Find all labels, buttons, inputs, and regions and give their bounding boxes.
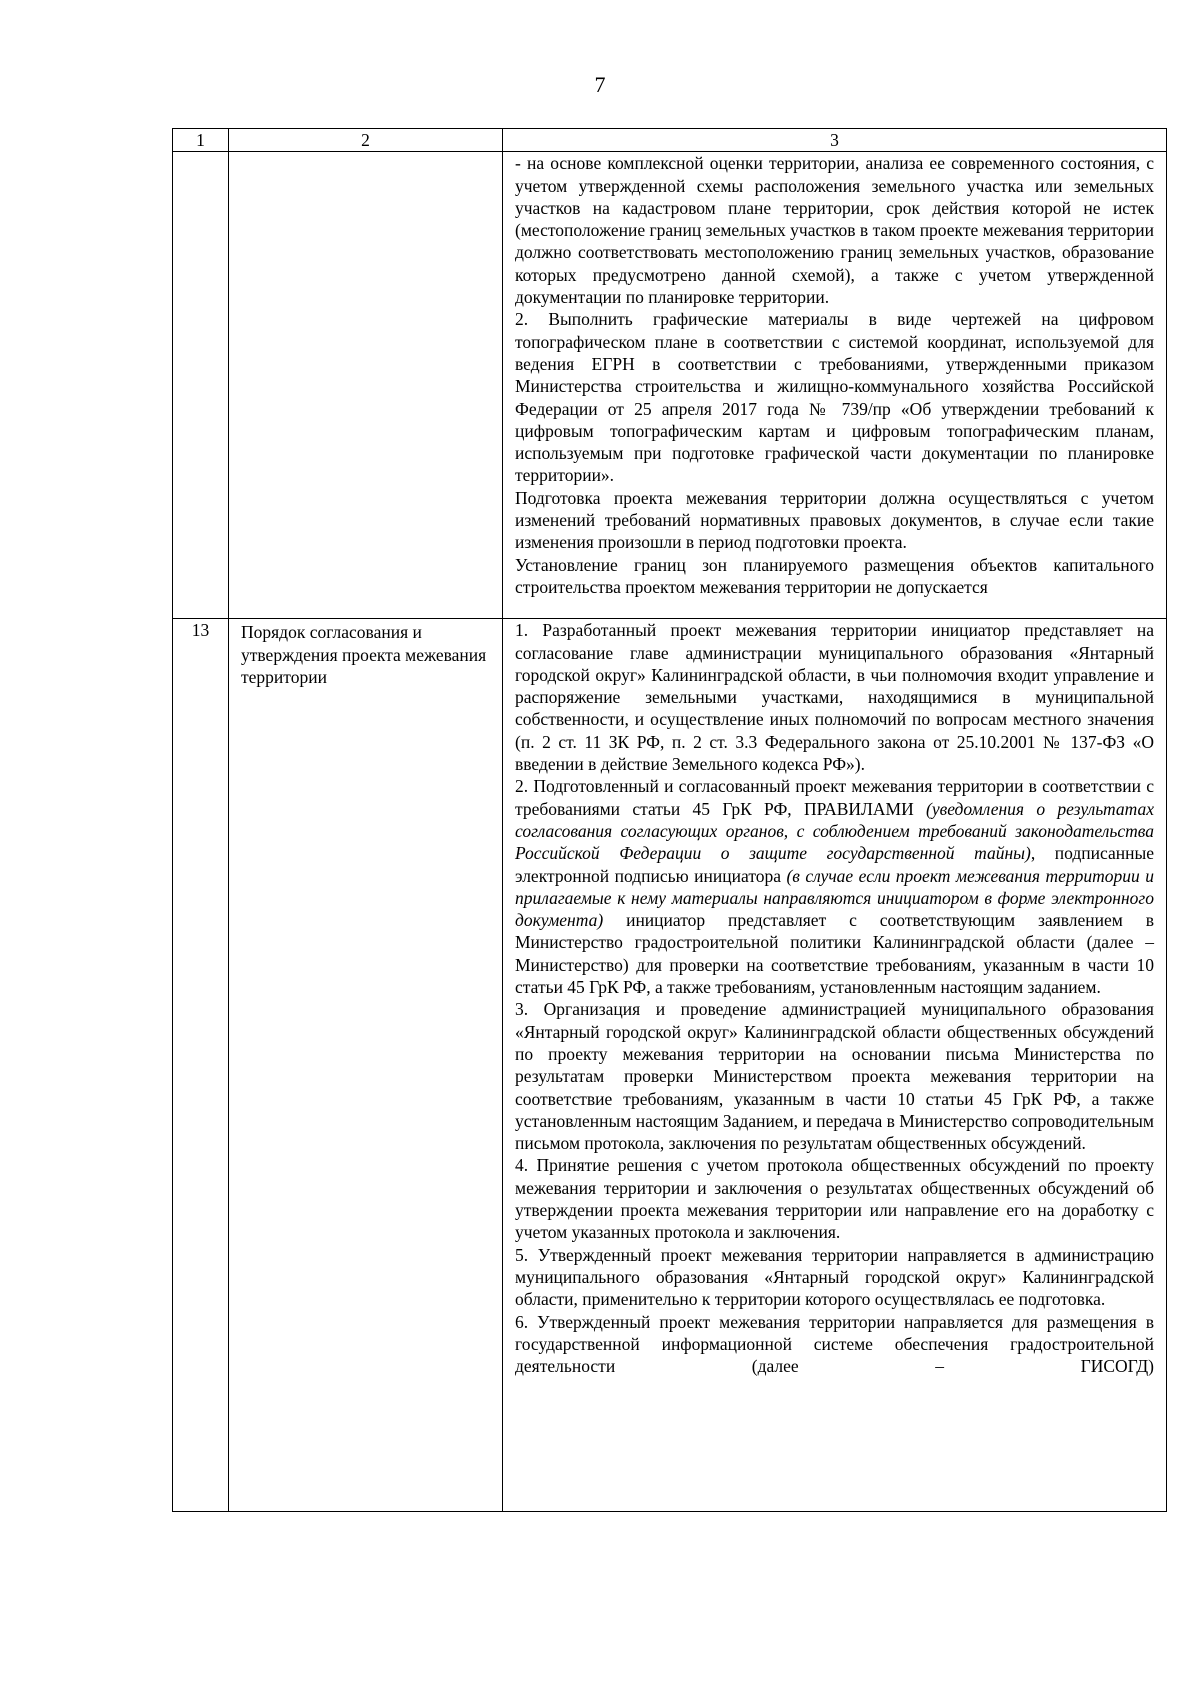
paragraph: - на основе комплексной оценки территории, анализа ее современного состояния, с учетом утвержденной схемы расположения земельного участка или земельных участков на кадастровом плане территории, срок действия которой не истек (местоположение границ земельных участков в таком проекте межевания территории должно соответствовать местоположению границ земельных участков, образование которых предусмотрено данной схемой), а также с учетом утвержденной документации по планировке территории.	[515, 153, 1154, 308]
paragraph: 2. Выполнить графические материалы в виде чертежей на цифровом топографическом плане в соответствии с системой координат, используемой для ведения ЕГРН в соответствии с требованиями, утвержденными приказом Министерства строительства и жилищно-коммунального хозяйства Российской Федерации от 25 апреля 2017 года № 739/пр «Об утверждении требований к цифровым топографическим картам и цифровым топографическим планам, используемым при подготовке графической части документации по планировке территории».	[515, 309, 1154, 486]
row-number: 13	[173, 619, 229, 1512]
paragraph-1: 1. Разработанный проект межевания территории инициатор представляет на согласование главе администрации муниципального образования «Янтарный городской округ» Калининградской области, в чьи полномочия входит управление и распоряжение земельными участками, находящимися в муниципальной собственности, и осуществление иных полномочий по вопросам местного значения (п. 2 ст. 11 ЗК РФ, п. 2 ст. 3.3 Федерального закона от 25.10.2001 № 137-ФЗ «О введении в действие Земельного кодекса РФ»).	[515, 620, 1154, 775]
row-content-cell	[503, 619, 1167, 1512]
paragraph-3: 3. Организация и проведение администрацией муниципального образования «Янтарный городской округ» Калининградской области общественных обсуждений по проекту межевания территории на основании письма Министерства по результатам проверки Министерством проекта межевания территории на соответствие требованиям, указанным в части 10 статьи 45 ГрК РФ, а также установленным настоящим Заданием, и передача в Министерство сопроводительным письмом протокола, заключения по результатам общественных обсуждений.	[515, 999, 1154, 1154]
row-label-cell	[229, 152, 503, 619]
row-content-cell	[503, 152, 1167, 619]
paragraph-6: 6. Утвержденный проект межевания территории направляется для размещения в государственной информационной системе обеспечения градостроительной деятельности (далее – ГИСОГД)	[515, 1311, 1154, 1377]
paragraph-5: 5. Утвержденный проект межевания территории направляется в администрацию муниципального образования «Янтарный городской округ» Калининградской области, применительно к территории которого осуществлялась ее подготовка.	[515, 1244, 1154, 1310]
requirements-table	[172, 128, 1167, 1512]
paragraph-2-italic-note-1: (уведомления о результатах согласования согласующих органов, с соблюдением требований законодательства Российской Федерации о защите государственной тайны)	[515, 798, 1154, 864]
paragraph-2-italic-note-2: (в случае если проект межевания территории и прилагаемые к нему материалы направляются инициатором в форме электронного документа)	[515, 865, 1154, 931]
table-row-13	[173, 619, 1167, 1512]
paragraph-4: 4. Принятие решения с учетом протокола общественных обсуждений по проекту межевания территории и заключения о результатах общественных обсуждений об утверждении проекта межевания территории или направление его на доработку с учетом указанных протокола и заключения.	[515, 1155, 1154, 1243]
paragraph-2-text-c: , подписанные электронной подписью инициатора	[515, 843, 1155, 886]
column-header-2: 2	[229, 129, 503, 152]
page-number: 7	[594, 72, 606, 97]
column-header-1: 1	[173, 129, 229, 152]
paragraph: Установление границ зон планируемого размещения объектов капитального строительства проектом межевания территории не допускается	[515, 554, 1154, 597]
row-number-cell	[173, 152, 229, 619]
paragraph: Подготовка проекта межевания территории должна осуществляться с учетом изменений требований нормативных правовых документов, в случае если такие изменения произошли в период подготовки проекта.	[515, 487, 1154, 553]
paragraph-2-text-e: инициатор представляет с соответствующим заявлением в Министерство градостроительной политики Калининградской области (далее – Министерство) для проверки на соответствие требованиям, указанным в части 10 статьи 45 ГрК РФ, а также требованиям, установленным настоящим заданием.	[515, 910, 1154, 998]
row-label: Порядок согласования и утверждения проекта межевания территории	[229, 619, 503, 1512]
paragraph-2	[515, 775, 1154, 998]
table-header-row	[173, 129, 1167, 152]
paragraph-2-text-a: 2. Подготовленный и согласованный проект межевания территории в соответствии с требованиями статьи 45 ГрК РФ, ПРАВИЛАМИ	[515, 776, 1154, 819]
table-row-continued	[173, 152, 1167, 619]
column-header-3: 3	[503, 129, 1167, 152]
